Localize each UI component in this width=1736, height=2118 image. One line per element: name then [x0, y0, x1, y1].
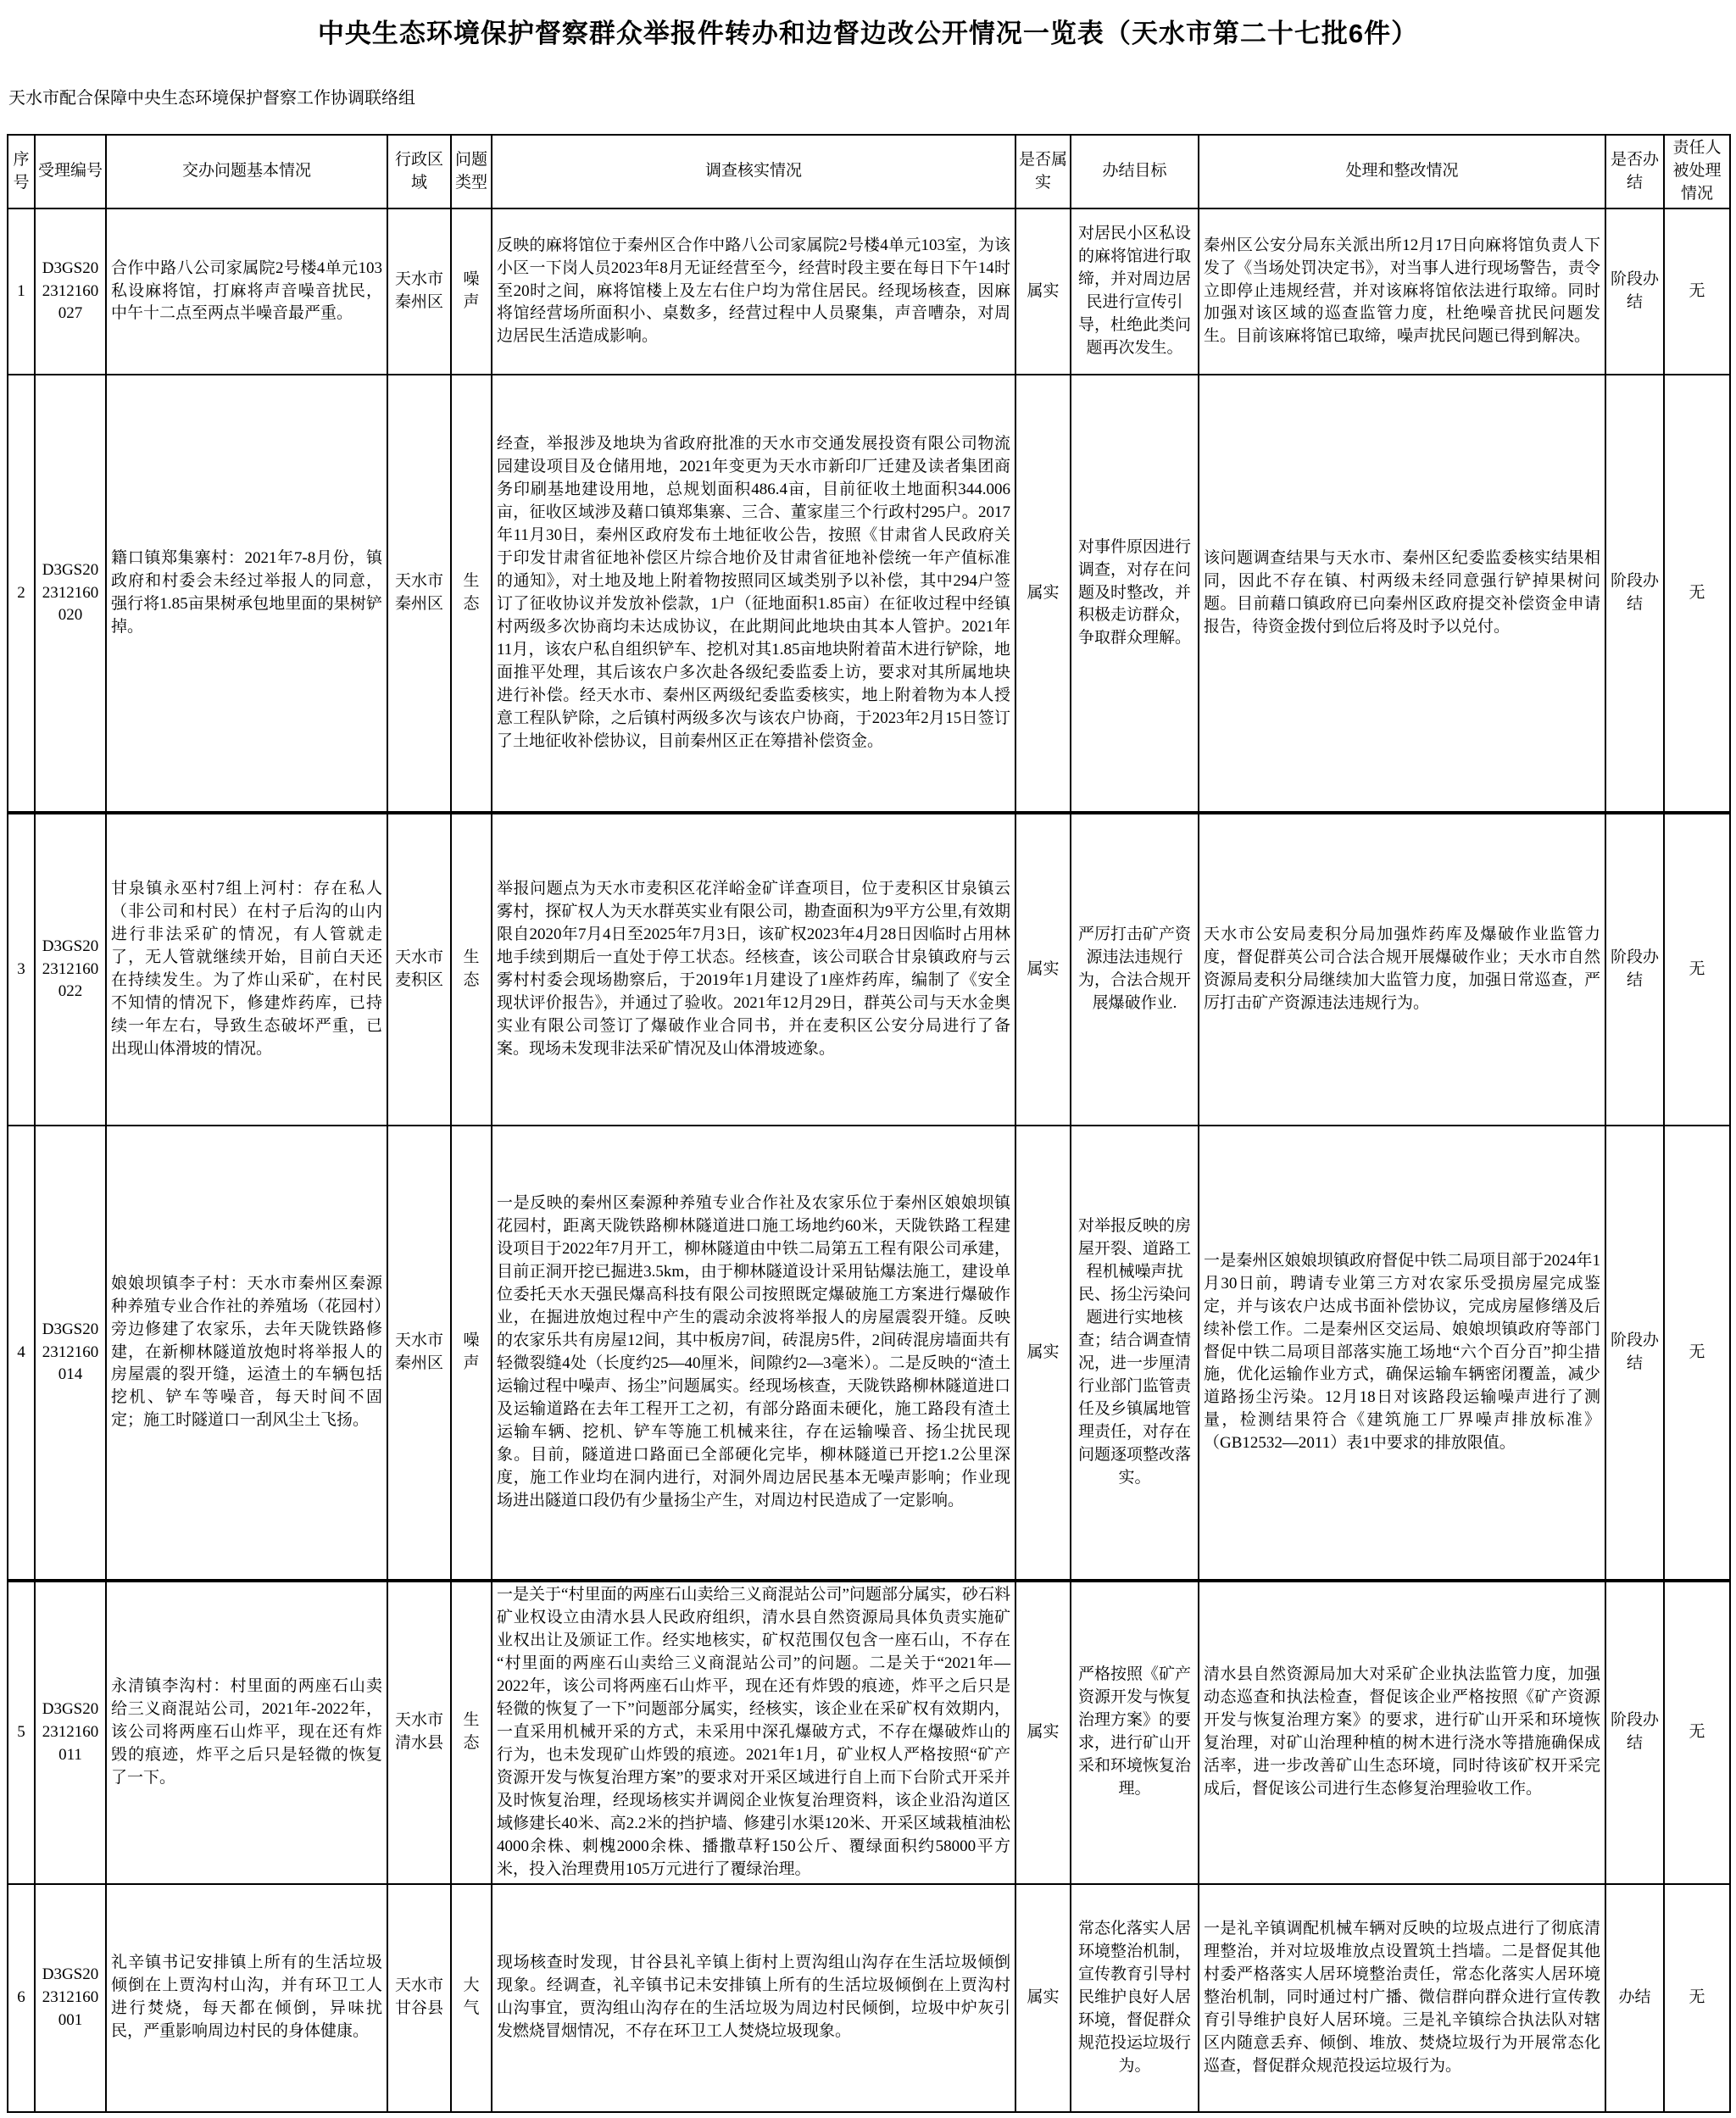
page-subtitle: 天水市配合保障中央生态环境保护督察工作协调联络组	[8, 89, 415, 108]
cell-accountability: 无	[1664, 1126, 1730, 1581]
cell-goal: 严格按照《矿产资源开发与恢复治理方案》的要求，进行矿山开采和环境恢复治理。	[1071, 1581, 1199, 1884]
header-problem: 交办问题基本情况	[106, 135, 387, 208]
cell-problem: 合作中路八公司家属院2号楼4单元103私设麻将馆，打麻将声音噪音扰民，中午十二点至两点半噪音最严重。	[106, 208, 387, 375]
header-accountability: 责任人被处理情况	[1664, 135, 1730, 208]
page-title: 中央生态环境保护督察群众举报件转办和边督边改公开情况一览表（天水市第二十七批6件）	[317, 19, 1419, 48]
table-header	[8, 135, 1730, 208]
cell-case-number: D3GS202312160011	[35, 1581, 106, 1884]
cell-index: 2	[8, 375, 35, 813]
cell-region: 天水市秦州区	[387, 1126, 451, 1581]
cell-rectification: 天水市公安局麦积分局加强炸药库及爆破作业监管力度，督促群英公司合法合规开展爆破作业；天水市自然资源局麦积分局继续加大监管力度，加强日常巡查，严厉打击矿产资源违法违规行为。	[1199, 813, 1605, 1126]
cell-is-true: 属实	[1015, 1581, 1071, 1884]
table-row	[8, 1884, 1730, 2112]
document-page	[0, 12, 1736, 2113]
cell-index: 4	[8, 1126, 35, 1581]
cell-accountability: 无	[1664, 1884, 1730, 2112]
cell-accountability: 无	[1664, 1581, 1730, 1884]
header-row	[8, 135, 1730, 208]
cell-case-number: D3GS202312160027	[35, 208, 106, 375]
cell-closed: 阶段办结	[1605, 813, 1664, 1126]
header-closed: 是否办结	[1605, 135, 1664, 208]
cell-case-number: D3GS202312160001	[35, 1884, 106, 2112]
cell-region: 天水市甘谷县	[387, 1884, 451, 2112]
complaints-table	[7, 134, 1731, 2113]
table-row	[8, 813, 1730, 1126]
cell-is-true: 属实	[1015, 375, 1071, 813]
cell-closed: 阶段办结	[1605, 1126, 1664, 1581]
cell-case-number: D3GS202312160020	[35, 375, 106, 813]
cell-type: 生态	[451, 813, 492, 1126]
cell-goal: 对事件原因进行调查，对存在问题及时整改，并积极走访群众，争取群众理解。	[1071, 375, 1199, 813]
cell-verification: 一是关于“村里面的两座石山卖给三义商混站公司”问题部分属实，砂石料矿业权设立由清水县人民政府组织，清水县自然资源局具体负责实施矿业权出让及颁证工作。经实地核实，矿权范围仅包含一座石山，不存在“村里面的两座石山卖给三义商混站公司”的问题。二是关于“2021年—2022年，该公司将两座石山炸平，现在还有炸毁的痕迹，炸平之后只是轻微的恢复了一下”问题部分属实，经核实，该企业在采矿权有效期内，一直采用机械开采的方式，未采用中深孔爆破方式，不存在爆破炸山的行为，也未发现矿山炸毁的痕迹。2021年1月，矿业权人严格按照“矿产资源开发与恢复治理方案”的要求对开采区域进行自上而下台阶式开采并及时恢复治理，经现场核实并调阅企业恢复治理资料，该企业沿沟道区域修建长40米、高2.2米的挡护墙、修建引水渠120米、开采区域栽植油松4000余株、刺槐2000余株、播撒草籽150公斤、覆绿面积约58000平方米，投入治理费用105万元进行了覆绿治理。	[492, 1581, 1015, 1884]
cell-type: 大气	[451, 1884, 492, 2112]
header-case-number: 受理编号	[35, 135, 106, 208]
cell-rectification: 清水县自然资源局加大对采矿企业执法监管力度，加强动态巡查和执法检查，督促该企业严格按照《矿产资源开发与恢复治理方案》的要求，进行矿山开采和环境恢复治理，对矿山治理种植的树木进行浇水等措施确保成活率，进一步改善矿山生态环境，同时待该矿权开采完成后，督促该公司进行生态修复治理验收工作。	[1199, 1581, 1605, 1884]
cell-index: 5	[8, 1581, 35, 1884]
cell-goal: 常态化落实人居环境整治机制，宣传教育引导村民维护良好人居环境，督促群众规范投运垃圾行为。	[1071, 1884, 1199, 2112]
header-is-true: 是否属实	[1015, 135, 1071, 208]
cell-type: 噪声	[451, 208, 492, 375]
cell-rectification: 一是秦州区娘娘坝镇政府督促中铁二局项目部于2024年1月30日前，聘请专业第三方对农家乐受损房屋完成鉴定，并与该农户达成书面补偿协议，完成房屋修缮及后续补偿工作。二是秦州区交运局、娘娘坝镇政府等部门督促中铁二局项目部落实施工场地“六个百分百”抑尘措施，优化运输作业方式，确保运输车辆密闭覆盖，减少道路扬尘污染。12月18日对该路段运输噪声进行了测量，检测结果符合《建筑施工厂界噪声排放标准》（GB12532—2011）表1中要求的排放限值。	[1199, 1126, 1605, 1581]
cell-case-number: D3GS202312160014	[35, 1126, 106, 1581]
cell-is-true: 属实	[1015, 1884, 1071, 2112]
cell-rectification: 秦州区公安分局东关派出所12月17日向麻将馆负责人下发了《当场处罚决定书》，对当事人进行现场警告，责令立即停止违规经营，并对该麻将馆依法进行取缔。同时加强对该区域的巡查监管力度，杜绝噪音扰民问题发生。目前该麻将馆已取缔，噪声扰民问题已得到解决。	[1199, 208, 1605, 375]
cell-goal: 对举报反映的房屋开裂、道路工程机械噪声扰民、扬尘污染问题进行实地核查；结合调查情况，进一步厘清行业部门监管责任及乡镇属地管理责任，对存在问题逐项整改落实。	[1071, 1126, 1199, 1581]
cell-index: 6	[8, 1884, 35, 2112]
table-row	[8, 1126, 1730, 1581]
cell-verification: 举报问题点为天水市麦积区花洋峪金矿详查项目，位于麦积区甘泉镇云雾村，探矿权人为天水群英实业有限公司，勘查面积为9平方公里,有效期限自2020年7月4日至2025年7月3日，该矿权2023年4月28日因临时占用林地手续到期后一直处于停工状态。经核查，该公司联合甘泉镇政府与云雾村村委会现场勘察后，于2019年1月建设了1座炸药库，编制了《安全现状评价报告》，并通过了验收。2021年12月29日，群英公司与天水金奥实业有限公司签订了爆破作业合同书，并在麦积区公安分局进行了备案。现场未发现非法采矿情况及山体滑坡迹象。	[492, 813, 1015, 1126]
cell-rectification: 该问题调查结果与天水市、秦州区纪委监委核实结果相同，因此不存在镇、村两级未经同意强行铲掉果树问题。目前藉口镇政府已向秦州区政府提交补偿资金申请报告，待资金拨付到位后将及时予以兑付。	[1199, 375, 1605, 813]
cell-type: 生态	[451, 375, 492, 813]
cell-is-true: 属实	[1015, 813, 1071, 1126]
cell-type: 噪声	[451, 1126, 492, 1581]
cell-region: 天水市秦州区	[387, 375, 451, 813]
header-verification: 调查核实情况	[492, 135, 1015, 208]
cell-verification: 经查，举报涉及地块为省政府批准的天水市交通发展投资有限公司物流园建设项目及仓储用地，2021年变更为天水市新印厂迁建及读者集团商务印刷基地建设用地，总规划面积486.4亩，目前征收土地面积344.006亩，征收区域涉及藉口镇郑集寨、三合、董家崖三个行政村295户。2017年11月30日，秦州区政府发布土地征收公告，按照《甘肃省人民政府关于印发甘肃省征地补偿区片综合地价及甘肃省征地补偿统一年产值标准的通知》，对土地及地上附着物按照同区域类别予以补偿，其中294户签订了征收协议并发放补偿款，1户（征地面积1.85亩）在征收过程中经镇村两级多次协商均未达成协议，在此期间此地块由其本人管护。2021年11月，该农户私自组织铲车、挖机对其1.85亩地块附着苗木进行铲除，地面推平处理，其后该农户多次赴各级纪委监委上访，要求对其所属地块进行补偿。经天水市、秦州区两级纪委监委核实，地上附着物为本人授意工程队铲除，之后镇村两级多次与该农户协商，于2023年2月15日签订了土地征收补偿协议，目前秦州区正在筹措补偿资金。	[492, 375, 1015, 813]
header-rectification: 处理和整改情况	[1199, 135, 1605, 208]
cell-region: 天水市清水县	[387, 1581, 451, 1884]
cell-closed: 阶段办结	[1605, 208, 1664, 375]
table-body	[8, 208, 1730, 2112]
table-row	[8, 375, 1730, 813]
cell-problem: 永清镇李沟村：村里面的两座石山卖给三义商混站公司，2021年-2022年，该公司将两座石山炸平，现在还有炸毁的痕迹，炸平之后只是轻微的恢复了一下。	[106, 1581, 387, 1884]
cell-region: 天水市秦州区	[387, 208, 451, 375]
cell-problem: 甘泉镇永巫村7组上河村：存在私人（非公司和村民）在村子后沟的山内进行非法采矿的情况，有人管就走了，无人管就继续开始，目前白天还在持续发生。为了炸山采矿，在村民不知情的情况下，修建炸药库，已持续一年左右，导致生态破坏严重，已出现山体滑坡的情况。	[106, 813, 387, 1126]
cell-goal: 严厉打击矿产资源违法违规行为，合法合规开展爆破作业.	[1071, 813, 1199, 1126]
table-row	[8, 1581, 1730, 1884]
cell-verification: 反映的麻将馆位于秦州区合作中路八公司家属院2号楼4单元103室，为该小区一下岗人员2023年8月无证经营至今，经营时段主要在每日下午14时至20时之间，麻将馆楼上及左右住户均为常住居民。经现场核查，因麻将馆经营场所面积小、桌数多，经营过程中人员聚集，声音嘈杂，对周边居民生活造成影响。	[492, 208, 1015, 375]
cell-closed: 阶段办结	[1605, 1581, 1664, 1884]
cell-is-true: 属实	[1015, 1126, 1071, 1581]
cell-closed: 阶段办结	[1605, 375, 1664, 813]
header-goal: 办结目标	[1071, 135, 1199, 208]
cell-accountability: 无	[1664, 375, 1730, 813]
cell-is-true: 属实	[1015, 208, 1071, 375]
cell-problem: 娘娘坝镇李子村：天水市秦州区秦源种养殖专业合作社的养殖场（花园村）旁边修建了农家乐，去年天陇铁路修建，在新柳林隧道放炮时将举报人的房屋震的裂开缝，运渣土的车辆包括挖机、铲车等噪音，每天时间不固定；施工时隧道口一刮风尘土飞扬。	[106, 1126, 387, 1581]
cell-case-number: D3GS202312160022	[35, 813, 106, 1126]
cell-verification: 一是反映的秦州区秦源种养殖专业合作社及农家乐位于秦州区娘娘坝镇花园村，距离天陇铁路柳林隧道进口施工场地约60米，天陇铁路工程建设项目于2022年7月开工，柳林隧道由中铁二局第五工程有限公司承建，目前正洞开挖已掘进3.5km，由于柳林隧道设计采用钻爆法施工，建设单位委托天水天强民爆高科技有限公司按照既定爆破施工方案进行爆破作业，在掘进放炮过程中产生的震动余波将举报人的房屋震裂开缝。反映的农家乐共有房屋12间，其中板房7间，砖混房5件，2间砖混房墙面共有轻微裂缝4处（长度约25—40厘米，间隙约2—3毫米）。二是反映的“渣土运输过程中噪声、扬尘”问题属实。经现场核查，天陇铁路柳林隧道进口及运输道路在去年工程开工之初，有部分路面未硬化，施工路段有渣土运输车辆、挖机、铲车等施工机械来往，存在运输噪音、扬尘扰民现象。目前，隧道进口路面已全部硬化完毕，柳林隧道已开挖1.2公里深度，施工作业均在洞内进行，对洞外周边居民基本无噪声影响；作业现场进出隧道口段仍有少量扬尘产生，对周边村民造成了一定影响。	[492, 1126, 1015, 1581]
cell-verification: 现场核查时发现，甘谷县礼辛镇上街村上贾沟组山沟存在生活垃圾倾倒现象。经调查，礼辛镇书记未安排镇上所有的生活垃圾倾倒在上贾沟村山沟事宜，贾沟组山沟存在的生活垃圾为周边村民倾倒，垃圾中炉灰引发燃烧冒烟情况，不存在环卫工人焚烧垃圾现象。	[492, 1884, 1015, 2112]
cell-index: 1	[8, 208, 35, 375]
cell-problem: 礼辛镇书记安排镇上所有的生活垃圾倾倒在上贾沟村山沟，并有环卫工人进行焚烧，每天都在倾倒，异味扰民，严重影响周边村民的身体健康。	[106, 1884, 387, 2112]
cell-rectification: 一是礼辛镇调配机械车辆对反映的垃圾点进行了彻底清理整治，并对垃圾堆放点设置筑土挡墙。二是督促其他村委严格落实人居环境整治责任，常态化落实人居环境整治机制，同时通过村广播、微信群向群众进行宣传教育引导维护良好人居环境。三是礼辛镇综合执法队对辖区内随意丢弃、倾倒、堆放、焚烧垃圾行为开展常态化巡查，督促群众规范投运垃圾行为。	[1199, 1884, 1605, 2112]
cell-closed: 办结	[1605, 1884, 1664, 2112]
cell-region: 天水市麦积区	[387, 813, 451, 1126]
cell-goal: 对居民小区私设的麻将馆进行取缔，并对周边居民进行宣传引导，杜绝此类问题再次发生。	[1071, 208, 1199, 375]
cell-accountability: 无	[1664, 813, 1730, 1126]
cell-problem: 籍口镇郑集寨村：2021年7-8月份，镇政府和村委会未经过举报人的同意，强行将1.85亩果树承包地里面的果树铲掉。	[106, 375, 387, 813]
cell-accountability: 无	[1664, 208, 1730, 375]
cell-type: 生态	[451, 1581, 492, 1884]
table-row	[8, 208, 1730, 375]
header-type: 问题类型	[451, 135, 492, 208]
header-index: 序号	[8, 135, 35, 208]
header-region: 行政区域	[387, 135, 451, 208]
cell-index: 3	[8, 813, 35, 1126]
